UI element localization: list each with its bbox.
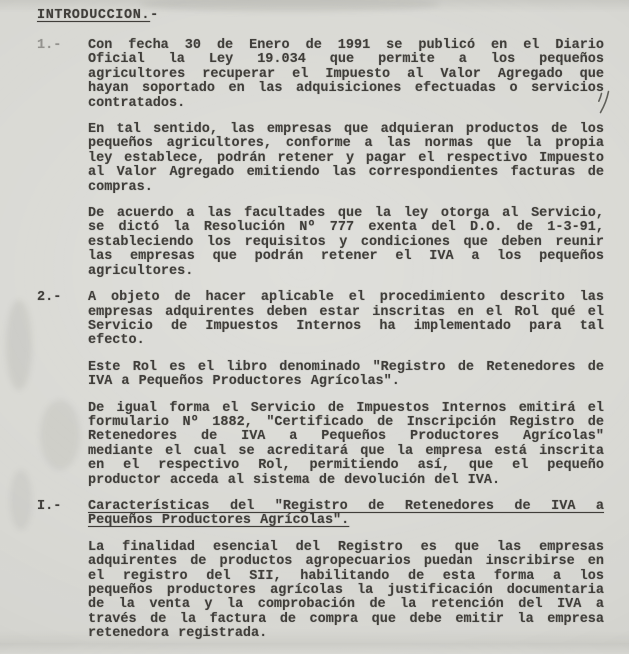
paragraph-line: compras. (88, 179, 153, 195)
paragraph-block (37, 291, 604, 349)
paragraph-line: ley establece, podrán retener y pagar el respectivo Impuesto (88, 150, 604, 166)
block-text (88, 123, 604, 195)
paragraph-line: se dictó la Resolución Nº 777 exenta del D.O. de 1-3-91, (88, 220, 604, 236)
paragraph-line: adquirentes de productos agropecuarios puedan inscribirse en (88, 554, 604, 570)
heading-line: Pequeños Productores Agrícolas". (88, 513, 350, 529)
item-number: 1.- (37, 38, 62, 53)
document-page (37, 8, 604, 654)
paragraph-block (37, 123, 604, 195)
paragraph-line: contratados. (88, 95, 186, 111)
item-number (37, 207, 88, 279)
paragraph-line: pequeños productores agrícolas la justificación documentaria (88, 583, 604, 598)
paragraph-line: mediante el cual se acreditará que la empresa está inscrita (88, 443, 604, 459)
paragraph-line: IVA a Pequeños Productores Agrícolas". (88, 374, 400, 390)
heading-line: Características del "Registro de Retenedores de IVA a (88, 498, 604, 514)
paragraph-line: retenedora registrada. (88, 626, 268, 642)
document-title (37, 8, 604, 23)
handwritten-pen-mark-icon (594, 90, 614, 120)
paragraph-line: pequeños agricultores, conforme a las normas que la propia (88, 136, 604, 152)
scan-noise-smudge (10, 470, 32, 530)
block-text (88, 291, 604, 349)
paragraph-line: agricultores recuperar el Impuesto al Valor Agregado que (88, 66, 604, 82)
item-number (37, 541, 88, 642)
paragraph-block (37, 541, 604, 642)
paragraph-line: formulario Nº 1882, "Certificado de Inscripción Registro de (88, 414, 604, 430)
paragraph-line: agricultores. (88, 263, 194, 279)
title-text: INTRODUCCION. (37, 8, 151, 23)
paragraph-line: De igual forma el Servicio de Impuestos Internos emitirá el (88, 400, 604, 416)
paragraph-line: hayan soportado en las adquisiciones efectuadas o servicios (88, 81, 604, 97)
paragraph-line: Este Rol es el libro denominado "Registro de Retenedores de (88, 359, 604, 375)
paragraph-line: empresas adquirentes deben estar inscritas en el Rol qué el (88, 304, 604, 320)
paragraph-line: en el respectivo Rol, permitiendo así, que el pequeño (88, 458, 604, 474)
paragraph-line: las empresas que podrán retener el IVA a los pequeños (88, 249, 604, 265)
paragraph-line: el registro del SII, habilitando de esta forma a los (88, 568, 604, 584)
paragraph-line: Oficial la Ley 19.034 que permite a los pequeños (88, 52, 604, 68)
block-text (88, 207, 604, 279)
paragraph-block (37, 402, 604, 488)
paragraph-line: La finalidad esencial del Registro es que las empresas (88, 539, 604, 555)
item-number (37, 123, 88, 195)
block-text (88, 541, 604, 642)
paragraph-line: de la venta y la comprobación de la retención del IVA a (88, 597, 604, 613)
block-text (88, 361, 604, 390)
title-dash: - (150, 8, 159, 23)
paragraph-line: productor acceda al sistema de devolución del IVA. (88, 472, 501, 488)
paragraph-block (37, 207, 604, 279)
paragraph-block (37, 361, 604, 390)
paragraph-line: al Valor Agregado emitiendo las correspondientes facturas de (88, 165, 604, 181)
section-heading (37, 500, 604, 529)
paragraph-block (37, 39, 604, 111)
paragraph-line: Con fecha 30 de Enero de 1991 se publicó en el Diario (88, 38, 604, 53)
paragraph-line: estableciendo los requisitos y condiciones que deben reunir (88, 234, 604, 250)
paragraph-line: En tal sentido, las empresas que adquieran productos de los (88, 122, 604, 138)
item-number (37, 402, 88, 488)
paragraph-line: A objeto de hacer aplicable el procedimiento descrito las (88, 290, 604, 306)
paragraph-line: De acuerdo a las facultades que la ley otorga al Servicio, (88, 206, 604, 222)
paragraph-line: Servicio de Impuestos Internos ha implementado para tal (88, 318, 604, 334)
item-number: 2.- (37, 290, 62, 306)
paragraph-line: efecto. (88, 333, 145, 349)
paragraph-line: través de la factura de compra que debe emitir la empresa (88, 611, 604, 627)
item-number: I.- (37, 498, 62, 514)
document-blocks (37, 39, 604, 642)
scan-noise-smudge (6, 300, 32, 390)
block-text (88, 402, 604, 488)
paragraph-line: Retenedores de IVA a Pequeños Productores Agrícolas" (88, 429, 604, 445)
block-text (88, 39, 604, 111)
item-number (37, 361, 88, 390)
block-text (88, 500, 604, 529)
